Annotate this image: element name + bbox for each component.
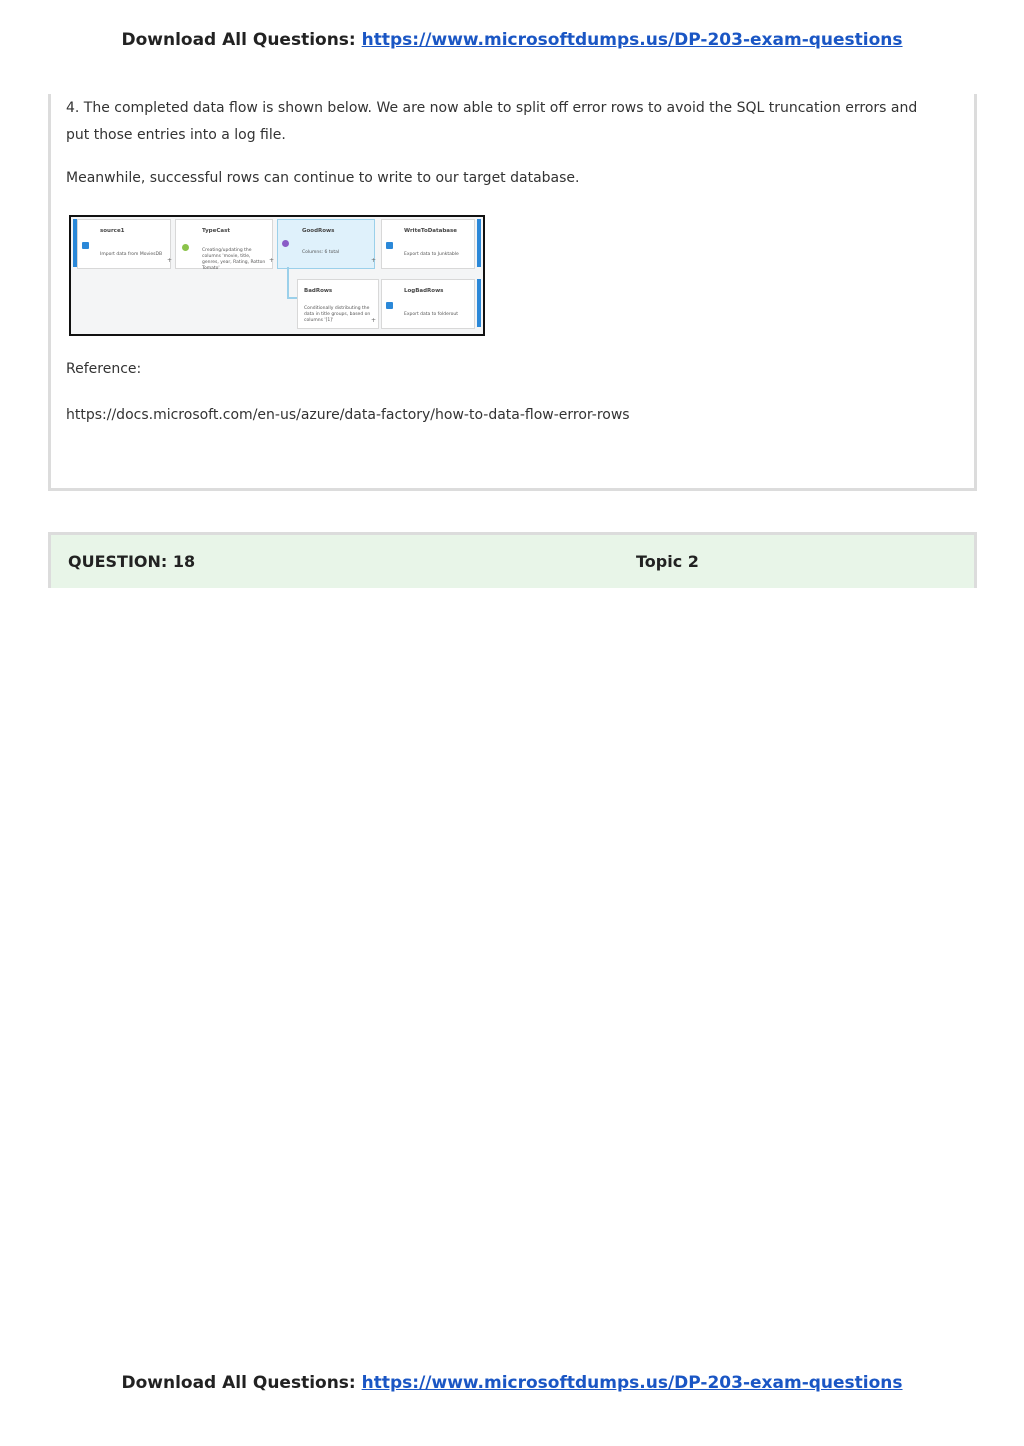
header-label: Download All Questions: bbox=[121, 30, 356, 50]
conditional-split-icon bbox=[282, 240, 289, 247]
derived-column-icon bbox=[182, 244, 189, 251]
split-connector bbox=[287, 267, 289, 299]
data-flow-diagram bbox=[69, 215, 485, 336]
reference-label: Reference: bbox=[66, 361, 142, 377]
add-step-icon[interactable]: + bbox=[167, 257, 173, 264]
reference-url[interactable]: https://docs.microsoft.com/en-us/azure/data-factory/how-to-data-flow-error-rows bbox=[66, 407, 630, 423]
flow-right-accent-top bbox=[477, 219, 481, 267]
flow-node-writetodatabase[interactable]: WriteToDatabase Export data to Junktable bbox=[381, 219, 475, 269]
flow-node-source1[interactable]: source1 Import data from MoviesDB bbox=[77, 219, 171, 269]
flow-node-goodrows[interactable]: GoodRows Columns: 6 total bbox=[277, 219, 375, 269]
source-icon bbox=[82, 242, 89, 249]
flow-node-logbadrows[interactable]: LogBadRows Export data to folderout bbox=[381, 279, 475, 329]
sink-icon bbox=[386, 302, 393, 309]
page-footer bbox=[0, 1373, 1024, 1393]
footer-label: Download All Questions: bbox=[121, 1373, 356, 1393]
explanation-successful-rows: Meanwhile, successful rows can continue to write to our target database. bbox=[66, 170, 580, 186]
question-topic: Topic 2 bbox=[636, 552, 699, 571]
flow-node-typecast[interactable]: TypeCast Creating/updating the columns 'movie, title, genres, year, Rating, Rotton Tomato' bbox=[175, 219, 273, 269]
flow-right-accent-bottom bbox=[477, 279, 481, 327]
add-step-icon[interactable]: + bbox=[269, 257, 275, 264]
split-connector-branch bbox=[287, 297, 297, 299]
flow-node-badrows[interactable]: BadRows Conditionally distributing the data in title groups, based on columns '[1]' bbox=[297, 279, 379, 329]
sink-icon bbox=[386, 242, 393, 249]
page-header bbox=[0, 30, 1024, 50]
add-step-icon[interactable]: + bbox=[371, 317, 377, 324]
add-step-icon[interactable]: + bbox=[371, 257, 377, 264]
question-number: QUESTION: 18 bbox=[68, 552, 196, 571]
explanation-step-4: 4. The completed data flow is shown below. We are now able to split off error rows to avoid the SQL truncation errors and put those entries into a log file. bbox=[66, 100, 918, 143]
header-download-link[interactable]: https://www.microsoftdumps.us/DP-203-exam-questions bbox=[361, 30, 903, 50]
footer-download-link[interactable]: https://www.microsoftdumps.us/DP-203-exam-questions bbox=[361, 1373, 903, 1393]
